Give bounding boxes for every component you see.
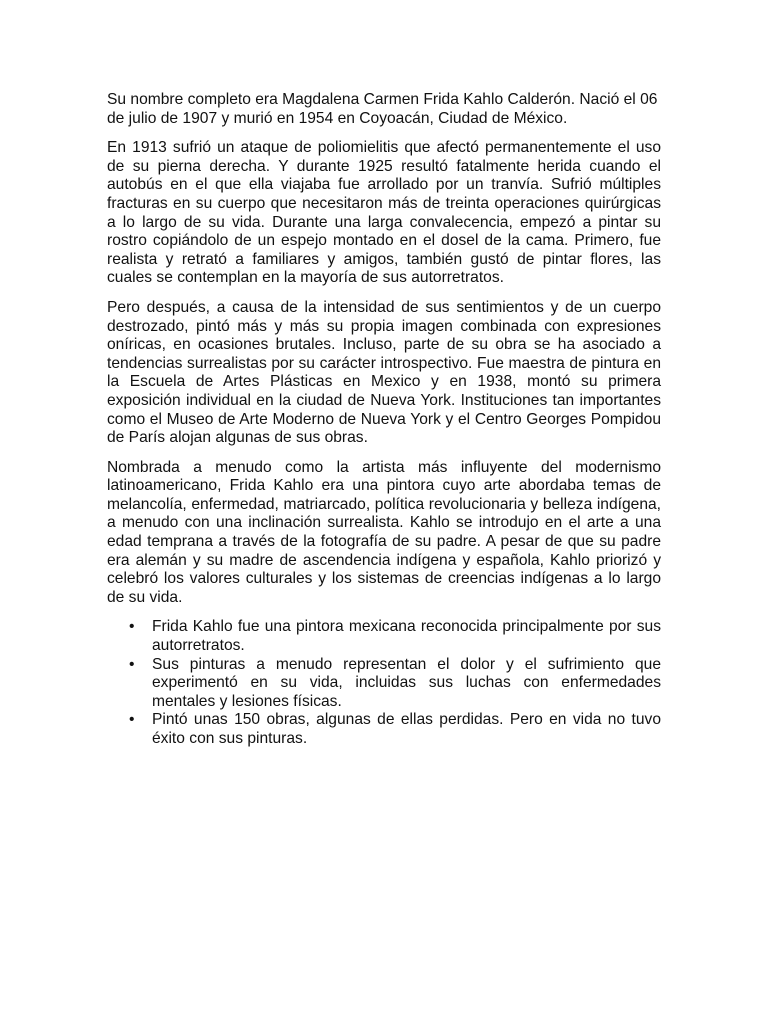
paragraph-illness: En 1913 sufrió un ataque de poliomielitis que afectó permanentemente el uso de su pierna derecha. Y durante 1925 resultó fatalmente herida cuando el autobús en el que ella viajaba fue arrollado por un tranvía. Sufrió múltiples fracturas en su cuerpo que necesitaron más de treinta operaciones quirúrgicas a lo largo de su vida. Durante una larga convalecencia, empezó a pintar su rostro copiándolo de un espejo montado en el dosel de la cama. Primero, fue realista y retrató a familiares y amigos, también gustó de pintar flores, las cuales se contemplan en la mayoría de sus autorretratos. bbox=[107, 139, 661, 287]
list-item-text: Frida Kahlo fue una pintora mexicana reconocida principalmente por sus autorretratos. bbox=[152, 618, 661, 655]
list-item-text: Pintó unas 150 obras, algunas de ellas perdidas. Pero en vida no tuvo éxito con sus pinturas. bbox=[152, 711, 661, 747]
bullet-icon: • bbox=[129, 618, 135, 636]
paragraph-intro: Su nombre completo era Magdalena Carmen Frida Kahlo Calderón. Nació el 06 de julio de 1907 y murió en 1954 en Coyoacán, Ciudad de México. bbox=[107, 91, 658, 127]
list-item bbox=[107, 618, 661, 655]
list-item-text: Sus pinturas a menudo representan el dolor y el sufrimiento que experimentó en su vida, incluidas sus luchas con enfermedades mentales y lesiones físicas. bbox=[152, 655, 661, 710]
bullet-list bbox=[107, 618, 661, 748]
list-item bbox=[107, 656, 661, 712]
bullet-icon: • bbox=[129, 655, 135, 673]
document-body bbox=[107, 91, 661, 749]
paragraph-legacy: Nombrada a menudo como la artista más influyente del modernismo latinoamericano, Frida Kahlo era una pintora cuyo arte abordaba temas de melancolía, enfermedad, matriarcado, política revolucionaria y belleza indígena, a menudo con una inclinación surrealista. Kahlo se introdujo en el arte a una edad temprana a través de la fotografía de su padre. A pesar de que su padre era alemán y su madre de ascendencia indígena y española, Kahlo priorizó y celebró los valores culturales y los sistemas de creencias indígenas a lo largo de su vida. bbox=[107, 458, 661, 606]
bullet-icon: • bbox=[129, 711, 135, 729]
paragraph-career: Pero después, a causa de la intensidad de sus sentimientos y de un cuerpo destrozado, pintó más y más su propia imagen combinada con expresiones oníricas, en ocasiones brutales. Incluso, parte de su obra se ha asociado a tendencias surrealistas por su carácter introspectivo. Fue maestra de pintura en la Escuela de Artes Plásticas en Mexico y en 1938, montó su primera exposición individual en la ciudad de Nueva York. Instituciones tan importantes como el Museo de Arte Moderno de Nueva York y el Centro Georges Pompidou de París alojan algunas de sus obras. bbox=[107, 298, 661, 447]
list-item bbox=[107, 711, 661, 748]
